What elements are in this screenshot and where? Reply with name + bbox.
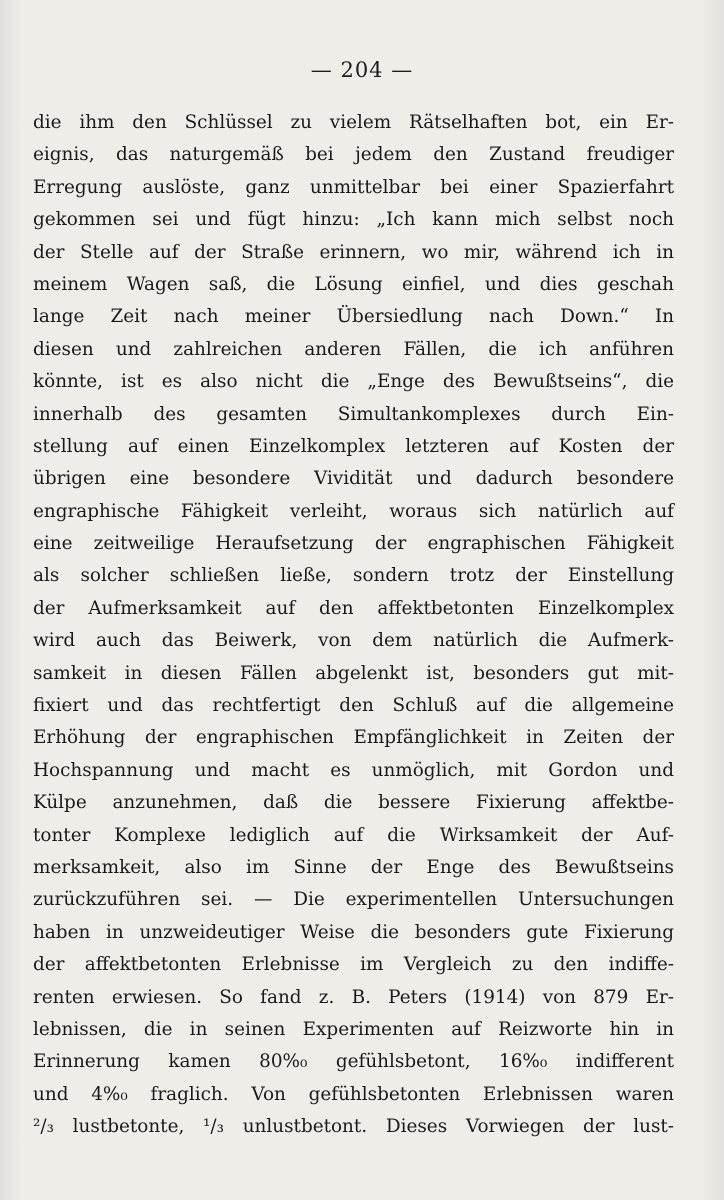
text-line: Külpe anzunehmen, daß die bessere Fixierung affektbe- xyxy=(33,792,674,814)
text-line: Erhöhung der engraphischen Empfänglichkeit in Zeiten der xyxy=(33,727,674,749)
text-line: diesen und zahlreichen anderen Fällen, die ich anführen xyxy=(33,338,674,360)
text-line: und 4%₀ fraglich. Von gefühlsbetonten Erlebnissen waren xyxy=(33,1083,674,1105)
text-line: tonter Komplexe lediglich auf die Wirksamkeit der Auf- xyxy=(33,824,674,846)
body-text xyxy=(33,107,674,1144)
text-line: Erregung auslöste, ganz unmittelbar bei einer Spazierfahrt xyxy=(33,176,674,198)
text-line: lebnissen, die in seinen Experimenten auf Reizworte hin in xyxy=(33,1018,674,1040)
text-line: übrigen eine besondere Vividität und dadurch besondere xyxy=(33,468,674,490)
text-line: engraphische Fähigkeit verleiht, woraus sich natürlich auf xyxy=(33,500,674,522)
text-line: ²/₃ lustbetonte, ¹/₃ unlustbetont. Dieses Vorwiegen der lust- xyxy=(33,1116,674,1138)
text-line: der Aufmerksamkeit auf den affektbetonten Einzelkomplex xyxy=(33,597,674,619)
text-line: der Stelle auf der Straße erinnern, wo mir, während ich in xyxy=(33,241,674,263)
text-line: haben in unzweideutiger Weise die besonders gute Fixierung xyxy=(33,921,674,943)
text-line: meinem Wagen saß, die Lösung einfiel, und dies geschah xyxy=(33,273,674,295)
text-line: zurückzuführen sei. — Die experimentellen Untersuchungen xyxy=(33,889,674,911)
text-line: stellung auf einen Einzelkomplex letzteren auf Kosten der xyxy=(33,435,674,457)
text-line: Erinnerung kamen 80%₀ gefühlsbetont, 16%₀ indifferent xyxy=(33,1051,674,1073)
text-line: samkeit in diesen Fällen abgelenkt ist, besonders gut mit- xyxy=(33,662,674,684)
text-line: die ihm den Schlüssel zu vielem Rätselhaften bot, ein Er- xyxy=(33,112,674,133)
text-line: fixiert und das rechtfertigt den Schluß auf die allgemeine xyxy=(33,695,674,717)
text-line: als solcher schließen ließe, sondern trotz der Einstellung xyxy=(33,565,674,587)
text-line: renten erwiesen. So fand z. B. Peters (1914) von 879 Er- xyxy=(33,986,674,1008)
text-line: gekommen sei und fügt hinzu: „Ich kann mich selbst noch xyxy=(33,209,674,231)
text-line: lange Zeit nach meiner Übersiedlung nach Down.“ In xyxy=(33,306,674,328)
text-line: könnte, ist es also nicht die „Enge des Bewußtseins“, die xyxy=(33,371,674,393)
text-line: Hochspannung und macht es unmöglich, mit Gordon und xyxy=(33,759,674,781)
text-line: wird auch das Beiwerk, von dem natürlich die Aufmerk- xyxy=(33,630,674,652)
text-line: eine zeitweilige Heraufsetzung der engraphischen Fähigkeit xyxy=(33,533,674,555)
page-number: — 204 — xyxy=(310,58,414,82)
text-line: merksamkeit, also im Sinne der Enge des Bewußtseins xyxy=(33,856,674,878)
text-line: der affektbetonten Erlebnisse im Vergleich zu den indiffe- xyxy=(33,954,674,976)
text-line: innerhalb des gesamten Simultankomplexes durch Ein- xyxy=(33,403,674,425)
text-line: eignis, das naturgemäß bei jedem den Zustand freudiger xyxy=(33,144,674,166)
